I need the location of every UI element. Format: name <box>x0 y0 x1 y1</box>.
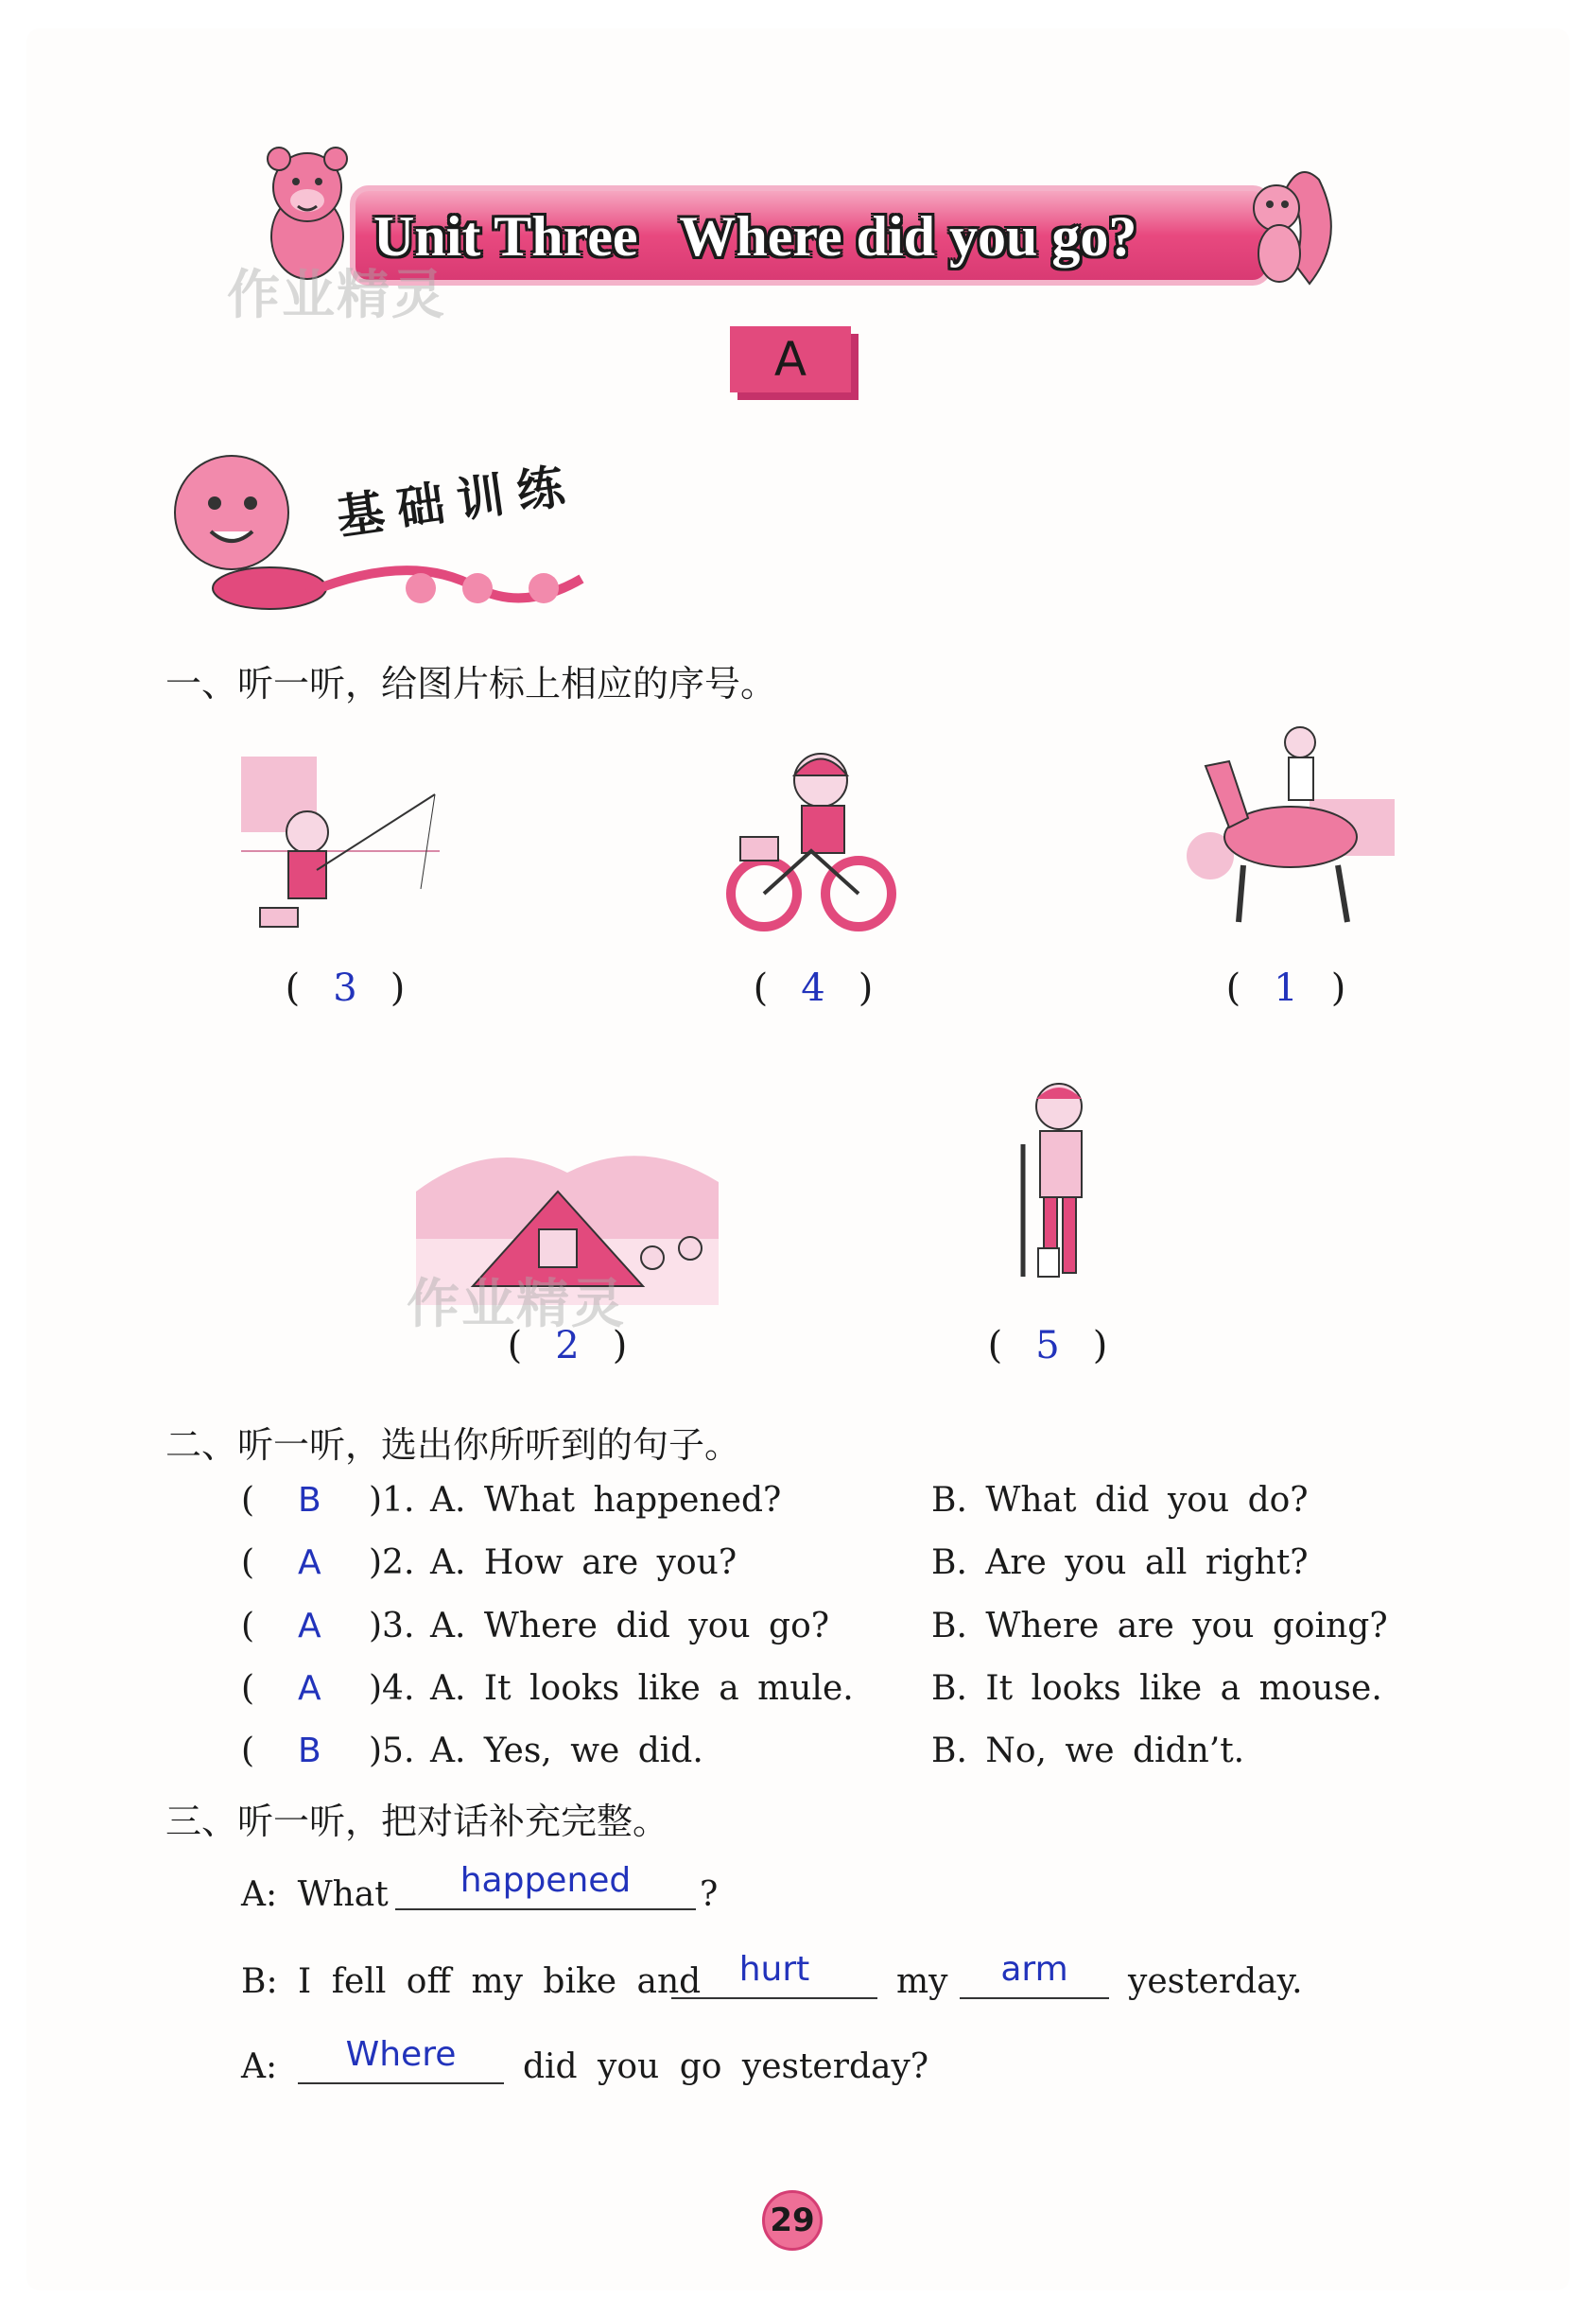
cycling-picture <box>726 747 896 936</box>
choice-number: )1. <box>369 1481 415 1520</box>
answer-paren-crutches: ( 5 ) <box>987 1324 1108 1367</box>
dialogue-line-2: B: I fell off my bike and <box>241 1962 702 2001</box>
open-paren: ( <box>241 1669 255 1708</box>
answer-cycling[interactable]: 4 <box>801 966 825 1010</box>
squirrel-icon <box>1243 161 1338 288</box>
page-number: 29 <box>762 2190 823 2251</box>
answer-crutches[interactable]: 5 <box>1035 1324 1060 1367</box>
exercise3-heading: 三、听一听，把对话补充完整。 <box>165 1801 669 1842</box>
choice-number: )5. <box>369 1732 415 1770</box>
answer-paren-fishing: ( 3 ) <box>285 966 406 1010</box>
exercise1-heading: 一、听一听，给图片标上相应的序号。 <box>165 663 777 705</box>
option-a: A. How are you? <box>430 1543 737 1582</box>
answer-horse-riding[interactable]: 1 <box>1274 966 1298 1010</box>
blank-hurt[interactable]: hurt <box>671 1950 877 1999</box>
option-a: A. It looks like a mule. <box>430 1669 854 1708</box>
answer-paren-cycling: ( 4 ) <box>753 966 874 1010</box>
choice-answer[interactable]: A <box>298 1607 321 1645</box>
choice-answer[interactable]: B <box>298 1732 321 1770</box>
fishing-picture <box>241 747 440 936</box>
blank-where[interactable]: Where <box>298 2035 504 2084</box>
open-paren: ( <box>241 1732 255 1770</box>
choice-number: )2. <box>369 1543 415 1582</box>
option-b: B. No, we didn’t. <box>931 1732 1245 1770</box>
choice-answer[interactable]: A <box>298 1543 321 1582</box>
blank-arm[interactable]: arm <box>960 1950 1109 1999</box>
choice-number: )4. <box>369 1669 415 1708</box>
answer-camping[interactable]: 2 <box>555 1324 580 1367</box>
open-paren: ( <box>241 1543 255 1582</box>
exercise2-heading: 二、听一听，选出你所听到的句子。 <box>165 1424 741 1466</box>
option-b: B. What did you do? <box>931 1481 1309 1520</box>
unit-title: Unit Three Where did you go? <box>373 205 1137 268</box>
option-a: A. Yes, we did. <box>430 1732 703 1770</box>
section-label: A <box>730 326 851 392</box>
line2-suffix: yesterday. <box>1128 1962 1303 2001</box>
dialogue-line-3: A: <box>241 2047 278 2086</box>
line1-suffix: ? <box>700 1875 719 1914</box>
crutches-picture <box>1002 1078 1106 1286</box>
option-a: A. What happened? <box>430 1481 782 1520</box>
line1-prefix: A: What <box>241 1875 389 1914</box>
blank-happened[interactable]: happened <box>395 1861 696 1910</box>
choice-answer[interactable]: B <box>298 1481 321 1520</box>
watermark-text-2: 作业精灵 <box>407 1274 626 1335</box>
watermark-text: 作业精灵 <box>227 265 446 326</box>
line3-suffix: did you go yesterday? <box>523 2047 929 2086</box>
line2-mid: my <box>896 1962 948 2001</box>
open-paren: ( <box>241 1607 255 1645</box>
dialogue-line-1 <box>241 1875 389 1914</box>
answer-paren-camping: ( 2 ) <box>507 1324 628 1367</box>
option-a: A. Where did you go? <box>430 1607 830 1645</box>
answer-paren-horse: ( 1 ) <box>1225 966 1346 1010</box>
open-paren: ( <box>241 1481 255 1520</box>
horse-riding-picture <box>1177 723 1395 931</box>
option-b: B. Where are you going? <box>931 1607 1388 1645</box>
badge-label: 基础训练 <box>333 457 581 546</box>
option-b: B. Are you all right? <box>931 1543 1309 1582</box>
option-b: B. It looks like a mouse. <box>931 1669 1382 1708</box>
choice-answer[interactable]: A <box>298 1669 321 1708</box>
answer-fishing[interactable]: 3 <box>333 966 357 1010</box>
choice-number: )3. <box>369 1607 415 1645</box>
